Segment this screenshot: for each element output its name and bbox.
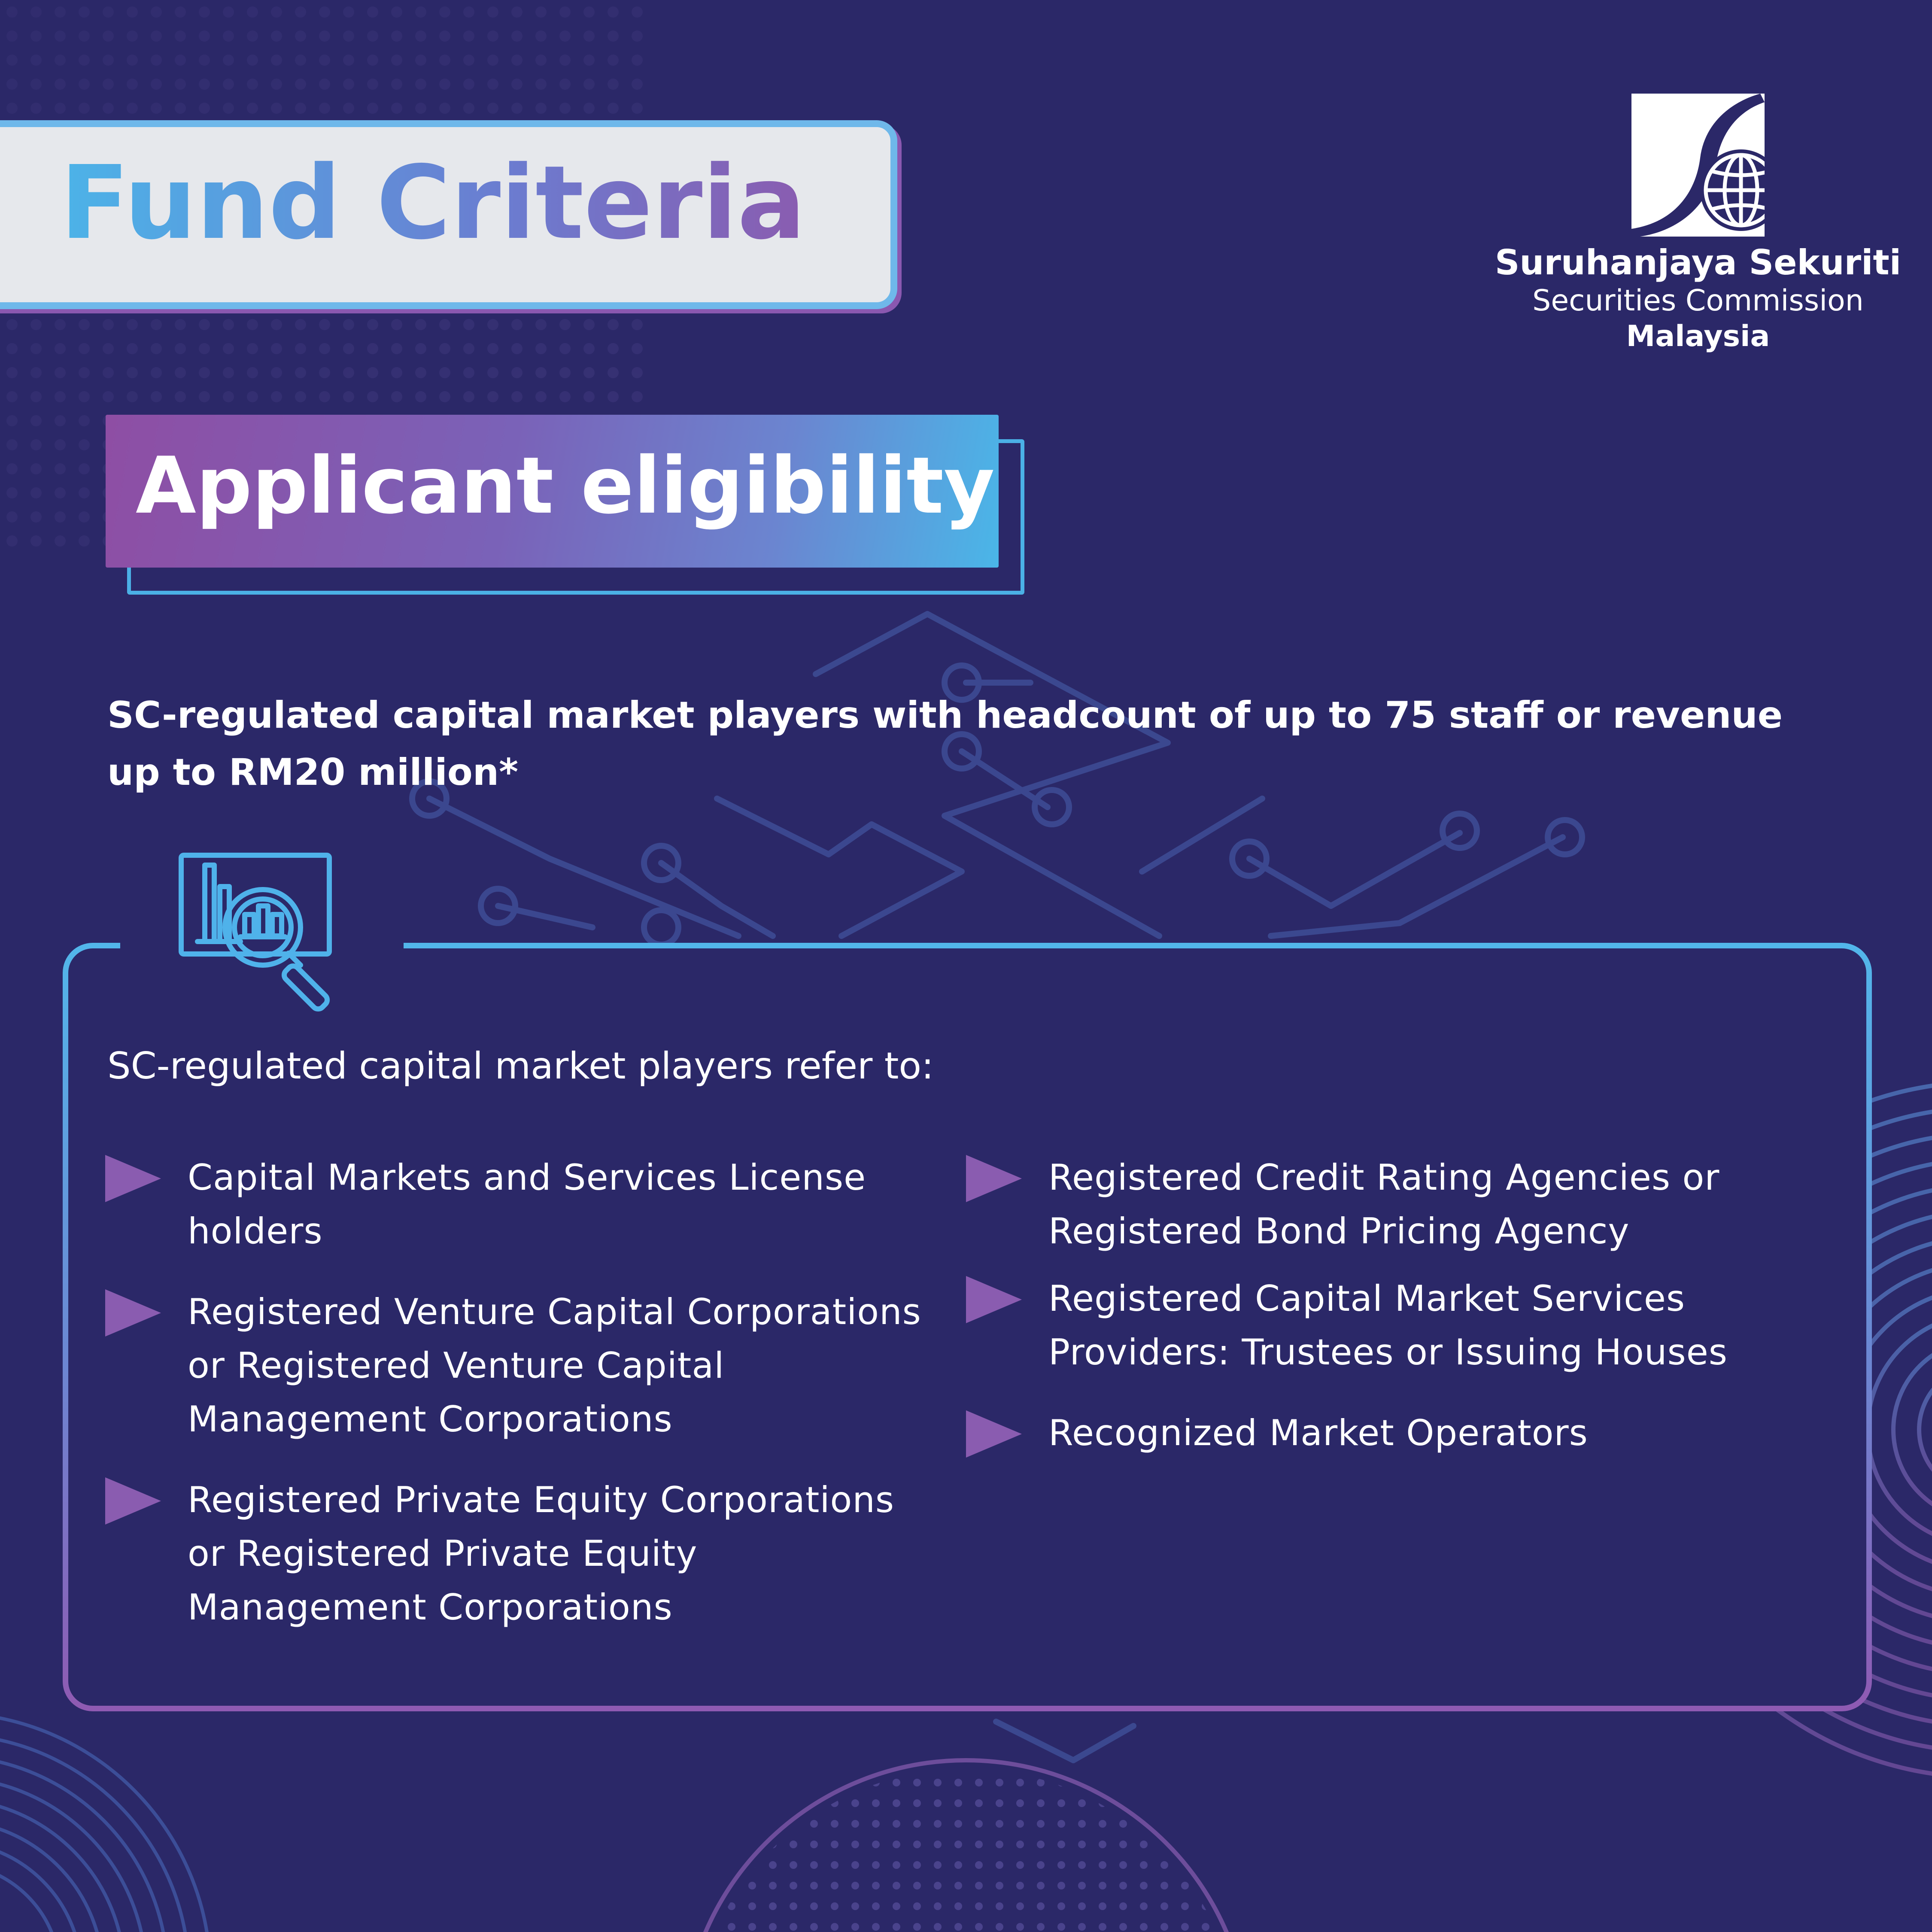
logo-line-3: Malaysia bbox=[1626, 319, 1770, 353]
triangle-bullet-icon bbox=[105, 1155, 161, 1206]
list-item bbox=[105, 1285, 942, 1446]
triangle-bullet-icon bbox=[966, 1155, 1022, 1206]
sc-logo-icon bbox=[1631, 94, 1765, 237]
list-item-text: Registered Capital Market Services Providers: Trustees or Issuing Houses bbox=[1048, 1278, 1728, 1373]
logo-line-1: Suruhanjaya Sekuriti bbox=[1495, 243, 1902, 283]
list-item bbox=[966, 1151, 1803, 1258]
eligibility-intro: SC-regulated capital market players with headcount of up to 75 staff or revenue up to RM20 million* bbox=[107, 694, 1783, 794]
triangle-bullet-icon bbox=[966, 1410, 1022, 1462]
logo-line-2: Securities Commission bbox=[1532, 284, 1864, 318]
list-item bbox=[105, 1151, 942, 1258]
triangle-bullet-icon bbox=[966, 1276, 1022, 1327]
triangle-bullet-icon bbox=[105, 1289, 161, 1341]
list-item-text: Registered Venture Capital Corporations or Registered Venture Capital Management Corporations bbox=[188, 1291, 921, 1440]
list-item-text: Registered Private Equity Corporations or Registered Private Equity Management Corporations bbox=[188, 1479, 895, 1628]
triangle-bullet-icon bbox=[105, 1477, 161, 1529]
section-heading: Applicant eligibility bbox=[136, 440, 995, 531]
list-item-text: Capital Markets and Services License holders bbox=[188, 1157, 866, 1252]
dot-pattern-bottom bbox=[683, 1760, 1249, 1932]
rings-bottom-left bbox=[0, 1713, 210, 1932]
list-item bbox=[105, 1473, 942, 1634]
list-item bbox=[966, 1272, 1803, 1379]
panel-lead-text: SC-regulated capital market players refer to: bbox=[107, 1045, 934, 1088]
list-item-text: Registered Credit Rating Agencies or Registered Bond Pricing Agency bbox=[1048, 1157, 1720, 1252]
page-title: Fund Criteria bbox=[60, 144, 806, 262]
list-item-text: Recognized Market Operators bbox=[1048, 1412, 1588, 1454]
chart-magnifier-icon bbox=[172, 846, 352, 1022]
list-item bbox=[966, 1406, 1803, 1462]
